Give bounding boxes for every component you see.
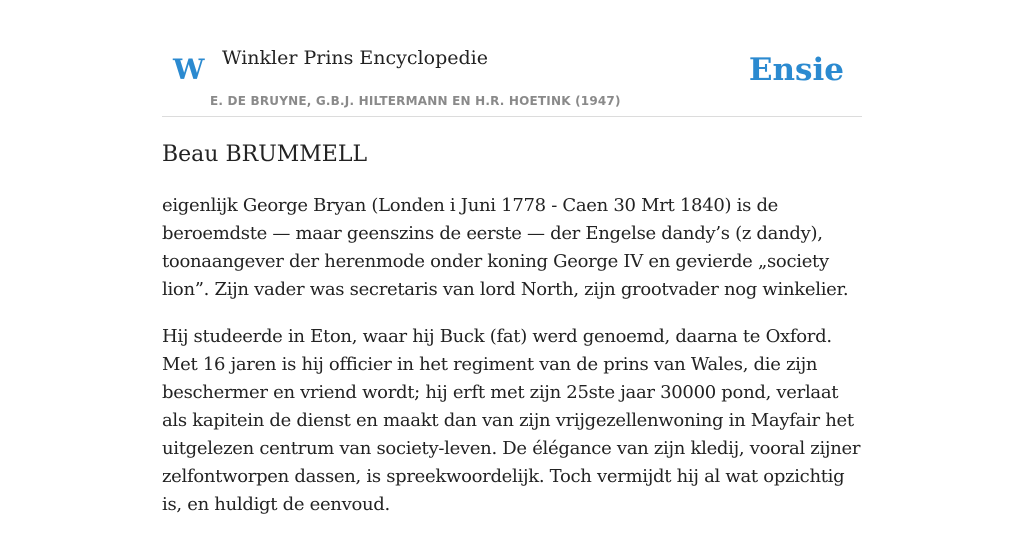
article-paragraph-1: eigenlijk George Bryan (Londen i Juni 1778 - Caen 30 Mrt 1840) is de beroemdste — maar geenszins de eerste — der Engelse dandy’s (z dandy), toonaangever der herenmode onder koning George IV en gevierde „society lion”. Zijn vader was secretaris van lord North, zijn grootvader nog winkelier.	[162, 195, 849, 300]
book-title-link[interactable]: Winkler Prins Encyclopedie	[222, 47, 488, 69]
winkler-prins-logo[interactable]: W	[173, 53, 205, 86]
ensie-logo-link[interactable]: Ensie	[748, 52, 844, 88]
site-header	[162, 0, 862, 117]
authors-line: E. DE BRUYNE, G.B.J. HILTERMANN EN H.R. HOETINK (1947)	[210, 94, 621, 108]
entry-title: Beau BRUMMELL	[162, 142, 368, 167]
article-body	[162, 192, 862, 538]
article-paragraph-2: Hij studeerde in Eton, waar hij Buck (fat) werd genoemd, daarna te Oxford. Met 16 jaren is hij officier in het regiment van de prins van Wales, die zijn beschermer en vriend wordt; hij erft met zijn 25ste jaar 30000 pond, verlaat als kapitein de dienst en maakt dan van zijn vrijgezellenwoning in Mayfair het uitgelezen centrum van society-leven. De élégance van zijn kledij, vooral zijner zelfontworpen dassen, is spreekwoordelijk. Toch vermijdt hij al wat opzichtig is, en huldigt de eenvoud.	[162, 326, 861, 515]
